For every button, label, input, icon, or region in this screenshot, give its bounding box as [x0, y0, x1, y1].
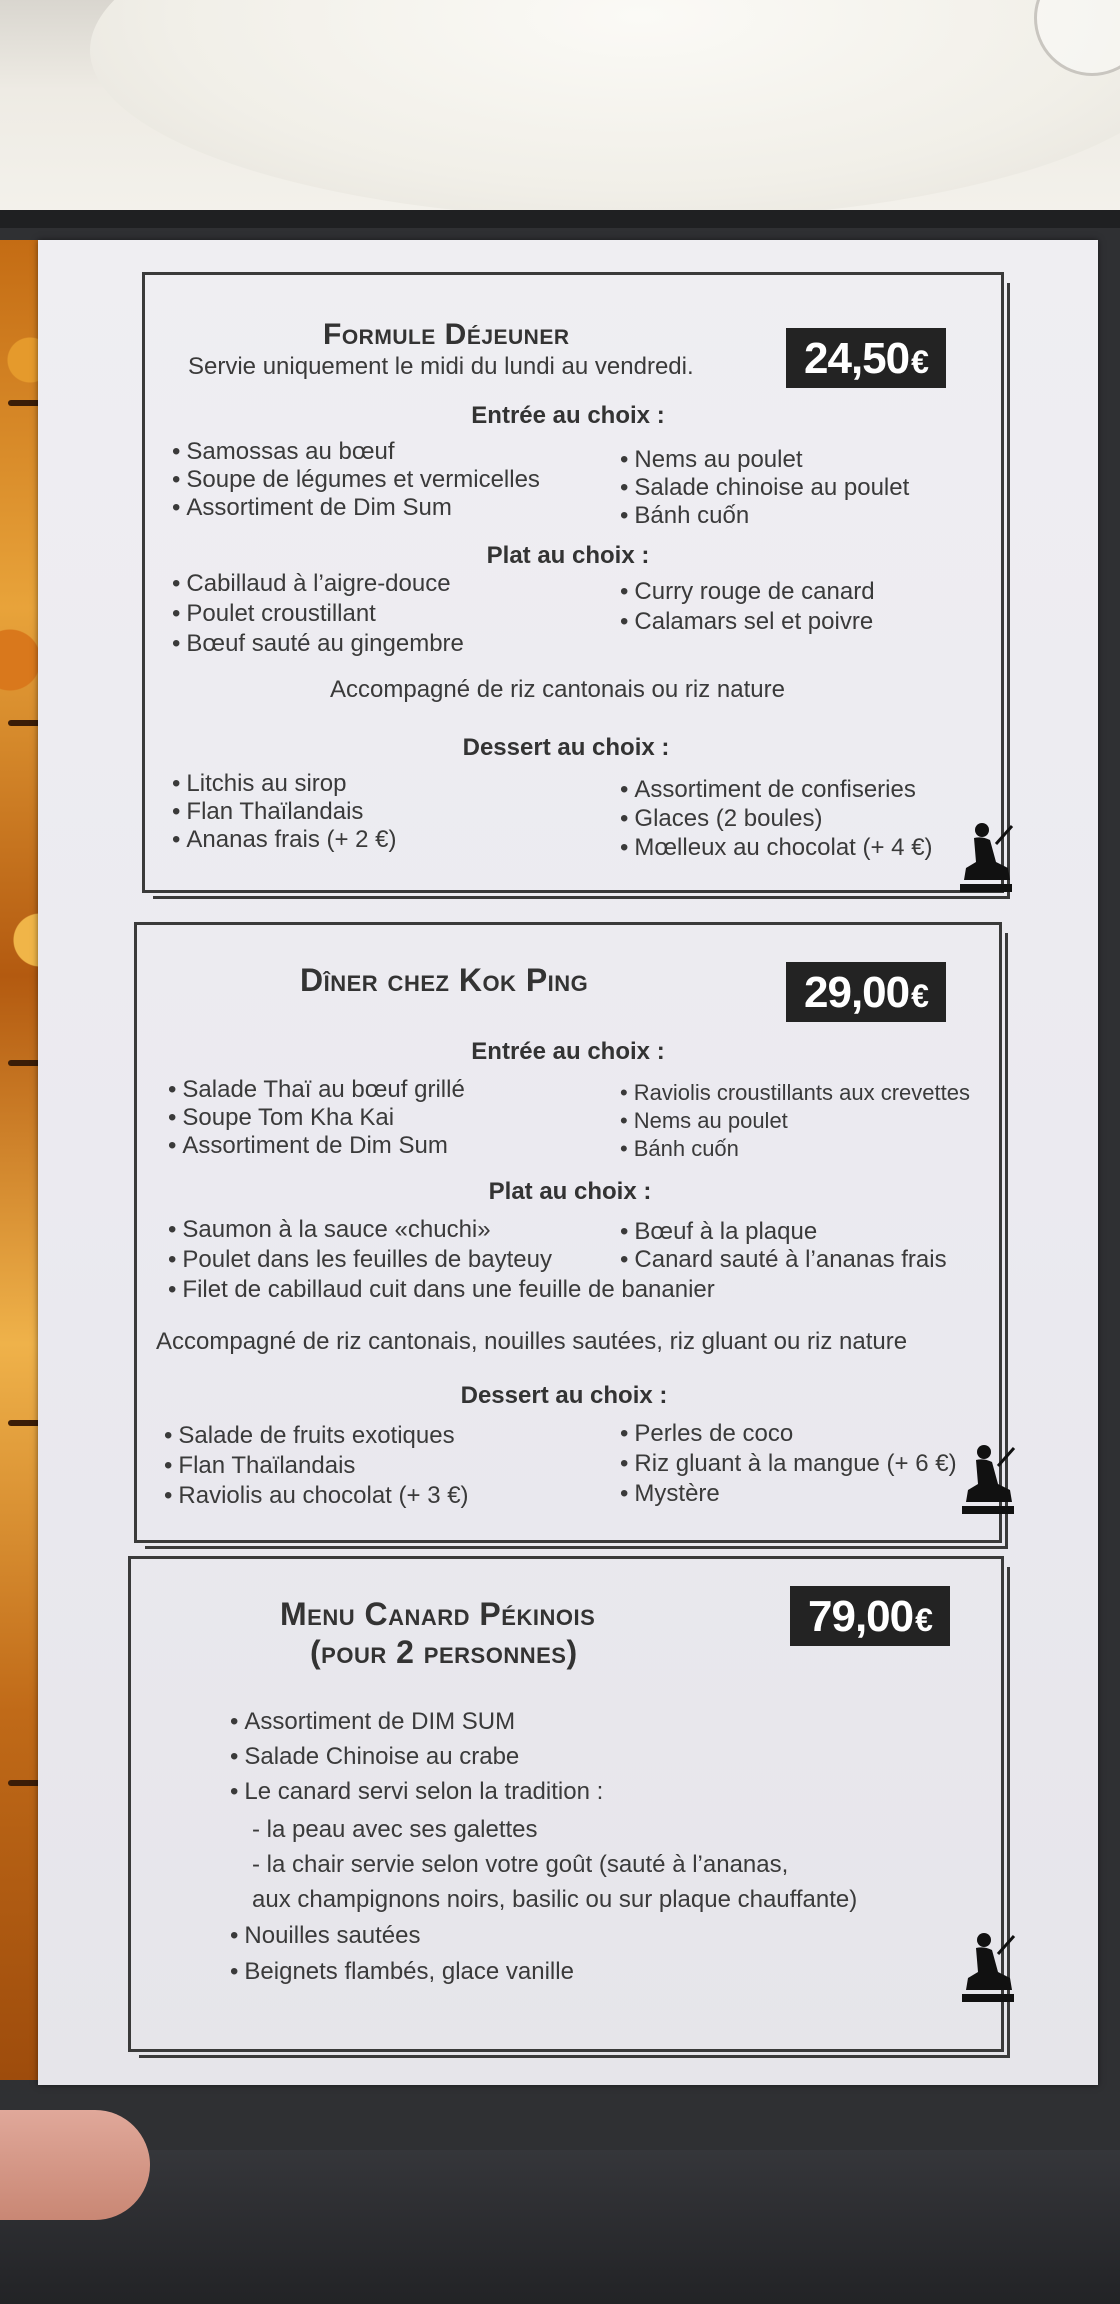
diner-price: 29,00€ [786, 962, 946, 1022]
list-item [620, 1420, 793, 1448]
list-item-text: Flan Thaïlandais [178, 1452, 356, 1479]
list-item-text: Litchis au sirop [186, 770, 347, 797]
canard-list-item [230, 1708, 515, 1736]
bullet: • [168, 1076, 177, 1103]
list-item-text: Assortiment de confiseries [634, 776, 916, 803]
menu-page [38, 240, 1098, 2085]
list-item [620, 1108, 788, 1134]
list-item-text: Canard sauté à l’ananas frais [634, 1246, 947, 1273]
canard-list-item-text: Salade Chinoise au crabe [244, 1743, 520, 1770]
bullet: • [230, 1922, 239, 1949]
list-item-text: Salade de fruits exotiques [178, 1422, 455, 1449]
list-item [620, 608, 873, 636]
list-item [172, 466, 540, 494]
bullet: • [172, 438, 181, 465]
canard-list-item-text: Le canard servi selon la tradition : [244, 1778, 604, 1805]
list-item [172, 600, 376, 628]
list-item-text: Nems au poulet [634, 446, 803, 473]
list-item-text: Mœlleux au chocolat (+ 4 €) [634, 834, 933, 861]
list-item [620, 446, 803, 474]
list-item [620, 502, 749, 530]
bullet: • [620, 805, 629, 832]
bullet: • [172, 494, 181, 521]
diner-plat-heading: Plat au choix : [488, 1178, 652, 1205]
bullet: • [230, 1778, 239, 1805]
list-item [172, 438, 395, 466]
list-item [620, 474, 909, 502]
list-item [620, 1246, 947, 1274]
list-item [172, 570, 451, 598]
bullet: • [620, 502, 629, 529]
seated-figure-icon [958, 1928, 1018, 2006]
list-item [168, 1276, 715, 1304]
canard-list-item [252, 1851, 788, 1879]
list-item [620, 1480, 720, 1508]
formule-price: 24,50€ [786, 328, 946, 388]
canard-list-item-text: - la chair servie selon votre goût (sauté à l’ananas, [252, 1851, 789, 1878]
bullet: • [230, 1958, 239, 1985]
list-item-text: Poulet dans les feuilles de bayteuy [182, 1246, 552, 1273]
list-item-text: Nems au poulet [633, 1108, 788, 1133]
diner-entree-heading: Entrée au choix : [471, 1038, 665, 1065]
bullet: • [620, 776, 629, 803]
bullet: • [620, 1450, 629, 1477]
formule-plat-heading: Plat au choix : [486, 542, 650, 569]
list-item [168, 1104, 394, 1132]
bullet: • [620, 578, 629, 605]
canard-list-item [230, 1778, 603, 1806]
list-item-text: Raviolis croustillants aux crevettes [633, 1080, 970, 1105]
bullet: • [172, 466, 181, 493]
list-item [168, 1076, 465, 1104]
diner-dessert-heading: Dessert au choix : [460, 1382, 668, 1409]
list-item-text: Ananas frais (+ 2 €) [186, 826, 397, 853]
bullet: • [230, 1743, 239, 1770]
list-item [620, 1450, 957, 1478]
canard-list-item [230, 1958, 574, 1986]
diner-title: Dîner chez Kok Ping [300, 962, 589, 998]
list-item-text: Bánh cuốn [634, 502, 750, 529]
list-item [164, 1422, 455, 1450]
list-item [164, 1482, 469, 1510]
bullet: • [164, 1422, 173, 1449]
canard-list-item-text: Beignets flambés, glace vanille [244, 1958, 574, 1985]
canard-list-item-text: Assortiment de DIM SUM [244, 1708, 516, 1735]
bullet: • [620, 1080, 628, 1105]
list-item [620, 776, 916, 804]
list-item [168, 1132, 448, 1160]
bullet: • [620, 608, 629, 635]
formule-accompaniment: Accompagné de riz cantonais ou riz nature [330, 676, 785, 703]
list-item [620, 1080, 970, 1106]
canard-list-item-text: Nouilles sautées [244, 1922, 421, 1949]
canard-title-line2: (pour 2 personnes) [310, 1634, 578, 1670]
bullet: • [164, 1482, 173, 1509]
list-item-text: Assortiment de Dim Sum [186, 494, 452, 521]
list-item-text: Bœuf à la plaque [634, 1218, 818, 1245]
canard-price: 79,00€ [790, 1586, 950, 1646]
list-item-text: Bánh cuốn [633, 1136, 739, 1161]
list-item-text: Riz gluant à la mangue (+ 6 €) [634, 1450, 957, 1477]
list-item-text: Bœuf sauté au gingembre [186, 630, 464, 657]
canard-list-item-text: - la peau avec ses galettes [252, 1816, 538, 1843]
list-item [620, 1136, 739, 1162]
formule-dessert-heading: Dessert au choix : [462, 734, 670, 761]
bullet: • [620, 446, 629, 473]
bullet: • [620, 474, 629, 501]
bullet: • [172, 770, 181, 797]
bullet: • [620, 1218, 629, 1245]
list-item [620, 805, 823, 833]
list-item-text: Soupe Tom Kha Kai [182, 1104, 395, 1131]
diner-accompaniment: Accompagné de riz cantonais, nouilles sautées, riz gluant ou riz nature [156, 1328, 908, 1355]
bullet: • [172, 630, 181, 657]
bullet: • [620, 1480, 629, 1507]
bullet: • [168, 1132, 177, 1159]
list-item-text: Saumon à la sauce «chuchi» [182, 1216, 491, 1243]
bullet: • [620, 1420, 629, 1447]
list-item [172, 798, 363, 826]
bullet: • [620, 1108, 628, 1133]
list-item [168, 1216, 491, 1244]
fabric-background [0, 2150, 1120, 2304]
list-item-text: Soupe de légumes et vermicelles [186, 466, 540, 493]
finger [0, 2110, 150, 2220]
seated-figure-icon [958, 1440, 1018, 1518]
seated-figure-icon [956, 818, 1016, 896]
list-item-text: Glaces (2 boules) [634, 805, 823, 832]
canard-list-item [252, 1816, 538, 1844]
bullet: • [172, 798, 181, 825]
list-item-text: Salade chinoise au poulet [634, 474, 910, 501]
list-item-text: Flan Thaïlandais [186, 798, 364, 825]
canard-list-item [230, 1922, 421, 1950]
list-item [620, 578, 875, 606]
list-item-text: Cabillaud à l’aigre-douce [186, 570, 451, 597]
list-item-text: Curry rouge de canard [634, 578, 875, 605]
formule-entree-heading: Entrée au choix : [471, 402, 665, 429]
bullet: • [168, 1246, 177, 1273]
list-item-text: Poulet croustillant [186, 600, 376, 627]
list-item-text: Assortiment de Dim Sum [182, 1132, 448, 1159]
list-item [172, 494, 452, 522]
canard-list-item [252, 1886, 857, 1914]
bullet: • [168, 1104, 177, 1131]
canard-list-item-text: aux champignons noirs, basilic ou sur plaque chauffante) [252, 1886, 858, 1913]
bullet: • [172, 600, 181, 627]
bullet: • [164, 1452, 173, 1479]
list-item-text: Samossas au bœuf [186, 438, 395, 465]
canard-title-line1: Menu Canard Pékinois [280, 1596, 596, 1632]
bullet: • [620, 1136, 628, 1161]
list-item [168, 1246, 552, 1274]
bullet: • [172, 826, 181, 853]
list-item [620, 1218, 817, 1246]
bullet: • [168, 1276, 177, 1303]
bullet: • [620, 1246, 629, 1273]
formule-title: Formule Déjeuner [323, 318, 570, 351]
bullet: • [230, 1708, 239, 1735]
list-item-text: Filet de cabillaud cuit dans une feuille de bananier [182, 1276, 715, 1303]
list-item [172, 630, 464, 658]
list-item [164, 1452, 355, 1480]
list-item [172, 826, 397, 854]
list-item [620, 834, 933, 862]
bullet: • [168, 1216, 177, 1243]
binder-edge [0, 210, 1120, 228]
list-item-text: Raviolis au chocolat (+ 3 €) [178, 1482, 469, 1509]
list-item-text: Mystère [634, 1480, 720, 1507]
canard-list-item [230, 1743, 519, 1771]
bullet: • [620, 834, 629, 861]
bullet: • [172, 570, 181, 597]
list-item-text: Perles de coco [634, 1420, 794, 1447]
list-item [172, 770, 346, 798]
list-item-text: Calamars sel et poivre [634, 608, 874, 635]
list-item-text: Salade Thaï au bœuf grillé [182, 1076, 465, 1103]
formule-subtitle: Servie uniquement le midi du lundi au vendredi. [188, 353, 694, 380]
